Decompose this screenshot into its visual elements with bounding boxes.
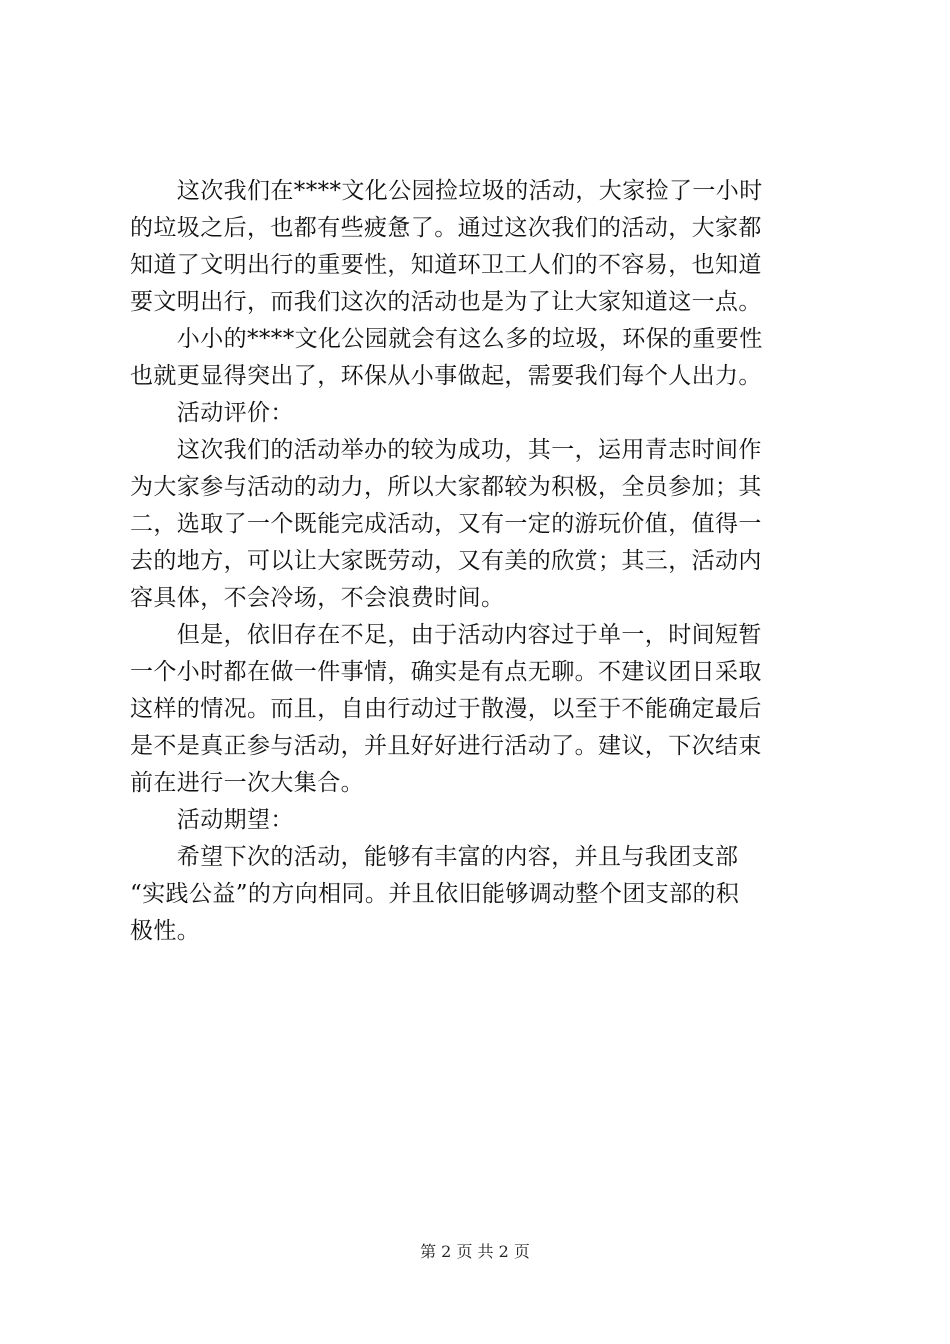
- text-line: 的垃圾之后，也都有些疲惫了。通过这次我们的活动，大家都: [130, 215, 762, 241]
- text-line: 极性。: [130, 918, 201, 944]
- text-line: 但是，依旧存在不足，由于活动内容过于单一，时间短暂: [130, 622, 762, 648]
- text-line: 前在进行一次大集合。: [130, 770, 364, 796]
- text-line: 二，选取了一个既能完成活动，又有一定的游玩价值，值得一: [130, 511, 762, 537]
- text-line: 希望下次的活动，能够有丰富的内容，并且与我团支部: [130, 844, 739, 870]
- text-line: 也就更显得突出了，环保从小事做起，需要我们每个人出力。: [130, 363, 762, 389]
- text-line: 是不是真正参与活动，并且好好进行活动了。建议，下次结束: [130, 733, 762, 759]
- text-line: 知道了文明出行的重要性，知道环卫工人们的不容易，也知道: [130, 252, 762, 278]
- text-line: 容具体，不会冷场，不会浪费时间。: [130, 585, 505, 611]
- text-line: 这样的情况。而且，自由行动过于散漫，以至于不能确定最后: [130, 696, 762, 722]
- text-line: 这次我们的活动举办的较为成功，其一，运用青志时间作: [130, 437, 762, 463]
- section-heading-evaluation: 活动评价：: [130, 400, 294, 426]
- text-line: 为大家参与活动的动力，所以大家都较为积极，全员参加；其: [130, 474, 762, 500]
- document-body: [130, 173, 830, 950]
- text-line: 一个小时都在做一件事情，确实是有点无聊。不建议团日采取: [130, 659, 762, 685]
- text-line: 小小的****文化公园就会有这么多的垃圾，环保的重要性: [130, 326, 763, 352]
- text-line: 去的地方，可以让大家既劳动，又有美的欣赏；其三，活动内: [130, 548, 762, 574]
- page-number-footer: 第 2 页 共 2 页: [420, 1242, 530, 1261]
- text-line: 这次我们在****文化公园捡垃圾的活动，大家捡了一小时: [130, 178, 763, 204]
- section-heading-expectation: 活动期望：: [130, 807, 294, 833]
- text-line: 要文明出行，而我们这次的活动也是为了让大家知道这一点。: [130, 289, 762, 315]
- text-line: “实践公益”的方向相同。并且依旧能够调动整个团支部的积: [130, 881, 740, 907]
